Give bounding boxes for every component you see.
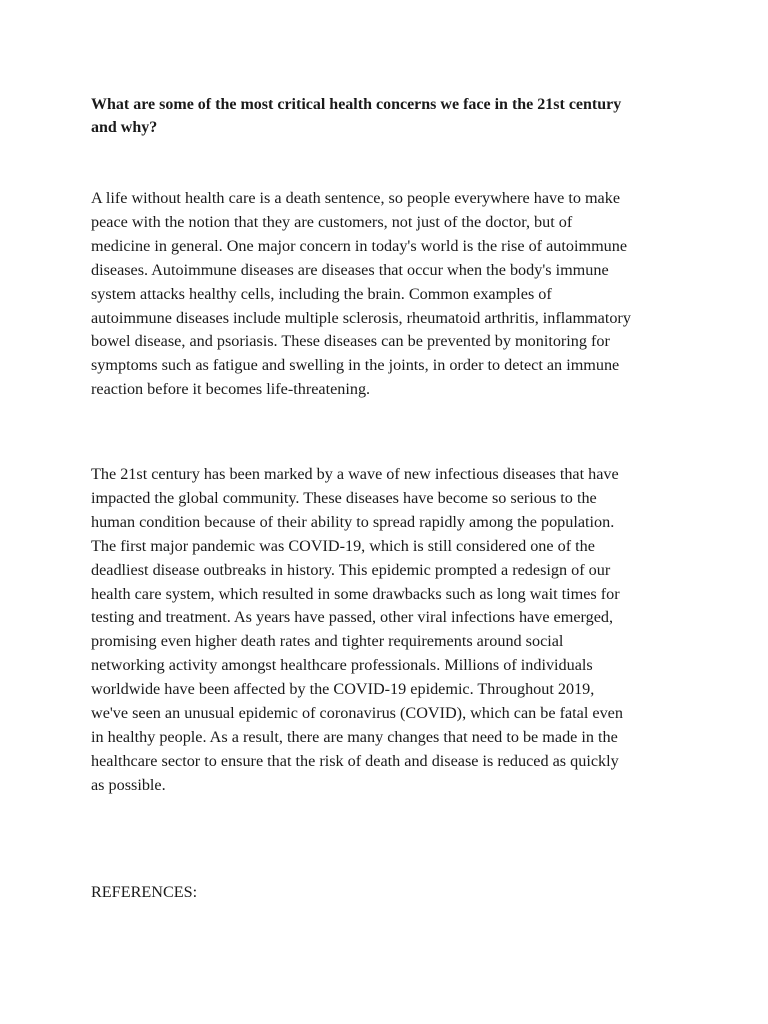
paragraph-line: in healthy people. As a result, there are many changes that need to be made in the — [91, 727, 618, 746]
paragraph-line: The first major pandemic was COVID-19, which is still considered one of the — [91, 536, 595, 555]
paragraph-line: human condition because of their ability to spread rapidly among the population. — [91, 512, 615, 531]
paragraph-line: bowel disease, and psoriasis. These diseases can be prevented by monitoring for — [91, 332, 610, 351]
paragraph-line: The 21st century has been marked by a wave of new infectious diseases that have — [91, 465, 619, 483]
paragraph-line: worldwide have been affected by the COVID-19 epidemic. Throughout 2019, — [91, 680, 595, 699]
paragraph-line: promising even higher death rates and tighter requirements around social — [91, 632, 564, 651]
paragraph-line: A life without health care is a death sentence, so people everywhere have to make — [91, 189, 621, 207]
paragraph-line: testing and treatment. As years have passed, other viral infections have emerged, — [91, 608, 614, 627]
paragraph-autoimmune — [91, 187, 691, 402]
references-heading: REFERENCES: — [91, 883, 198, 901]
paragraph-infectious-diseases — [91, 463, 691, 798]
paragraph-line: networking activity amongst healthcare professionals. Millions of individuals — [91, 656, 593, 675]
paragraph-line: diseases. Autoimmune diseases are diseases that occur when the body's immune — [91, 260, 609, 279]
paragraph-line: peace with the notion that they are customers, not just of the doctor, but of — [91, 212, 573, 231]
paragraph-line: autoimmune diseases include multiple sclerosis, rheumatoid arthritis, inflammatory — [91, 308, 631, 327]
title-line: and why? — [91, 119, 158, 136]
title-line: What are some of the most critical health concerns we face in the 21st century — [91, 96, 622, 113]
paragraph-line: we've seen an unusual epidemic of coronavirus (COVID), which can be fatal even — [91, 704, 623, 723]
paragraph-line: medicine in general. One major concern in today's world is the rise of autoimmune — [91, 236, 628, 255]
paragraph-line: symptoms such as fatigue and swelling in the joints, in order to detect an immune — [91, 356, 620, 375]
paragraph-line: system attacks healthy cells, including the brain. Common examples of — [91, 284, 552, 303]
paragraph-line: as possible. — [91, 775, 166, 794]
paragraph-line: healthcare sector to ensure that the risk of death and disease is reduced as quickly — [91, 751, 619, 770]
paragraph-line: deadliest disease outbreaks in history. This epidemic prompted a redesign of our — [91, 560, 611, 579]
document-title — [91, 93, 691, 139]
paragraph-line: impacted the global community. These diseases have become so serious to the — [91, 488, 597, 507]
paragraph-line: health care system, which resulted in some drawbacks such as long wait times for — [91, 584, 620, 603]
paragraph-line: reaction before it becomes life-threatening. — [91, 380, 371, 399]
